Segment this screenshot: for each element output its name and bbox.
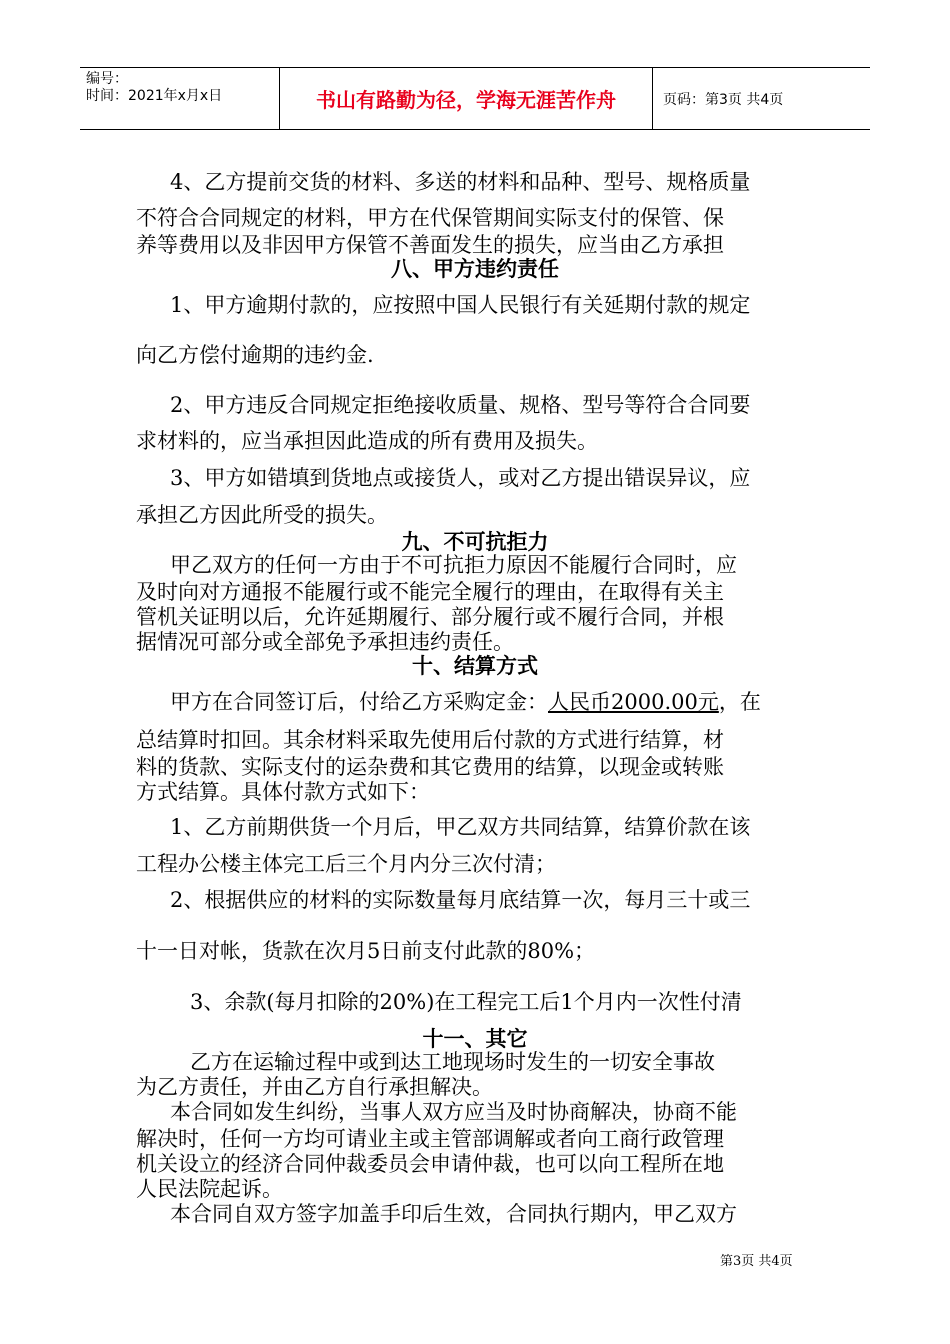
body-line: 方式结算。具体付款方式如下： — [136, 780, 430, 804]
body-line: 料的货款、实际支付的运杂费和其它费用的结算，以现金或转账 — [136, 755, 724, 779]
body-line: 总结算时扣回。其余材料采取先使用后付款的方式进行结算，材 — [136, 728, 724, 752]
deposit-text: 甲方在合同签订后，付给乙方采购定金： — [170, 690, 548, 714]
time-label: 时间：2021年x月x日 — [86, 88, 223, 104]
body-line: 2、甲方违反合同规定拒绝接收质量、规格、型号等符合合同要 — [170, 393, 751, 417]
header-meta — [80, 68, 280, 129]
deposit-amount: 人民币2000.00元 — [548, 690, 719, 714]
body-line: 1、甲方逾期付款的，应按照中国人民银行有关延期付款的规定 — [170, 293, 751, 317]
body-line: 解决时，任何一方均可请业主或主管部调解或者向工商行政管理 — [136, 1127, 724, 1151]
header-page-label: 页码：第3页 共4页 — [663, 91, 784, 108]
deposit-tail: ，在 — [718, 690, 761, 714]
body-line: 1、乙方前期供货一个月后，甲乙双方共同结算，结算价款在该 — [170, 815, 751, 839]
body-line: 本合同如发生纠纷，当事人双方应当及时协商解决，协商不能 — [170, 1100, 737, 1124]
body-line: 管机关证明以后，允许延期履行、部分履行或不履行合同，并根 — [136, 605, 724, 629]
section-heading: 十、结算方式 — [412, 654, 538, 678]
body-line: 十一日对帐，货款在次月5日前支付此款的80%； — [136, 939, 596, 963]
body-line: 2、根据供应的材料的实际数量每月底结算一次，每月三十或三 — [170, 888, 751, 912]
body-line: 机关设立的经济合同仲裁委员会申请仲裁，也可以向工程所在地 — [136, 1152, 724, 1176]
section-heading: 十一、其它 — [422, 1027, 528, 1051]
body-line — [170, 690, 761, 714]
body-line: 工程办公楼主体完工后三个月内分三次付清； — [136, 852, 556, 876]
body-line: 承担乙方因此所受的损失。 — [136, 503, 388, 527]
body-line: 据情况可部分或全部免予承担违约责任。 — [136, 630, 514, 654]
body-line: 人民法院起诉。 — [136, 1177, 283, 1201]
page-footer: 第3页 共4页 — [720, 1254, 793, 1269]
body-line: 3、甲方如错填到货地点或接货人，或对乙方提出错误异议，应 — [170, 466, 751, 490]
body-line: 向乙方偿付逾期的违约金. — [136, 343, 374, 367]
body-line: 3、余款(每月扣除的20%)在工程完工后1个月内一次性付清 — [190, 990, 742, 1014]
body-line: 甲乙双方的任何一方由于不可抗拒力原因不能履行合同时，应 — [170, 553, 737, 577]
section-heading: 八、甲方违约责任 — [391, 257, 559, 281]
body-line: 乙方在运输过程中或到达工地现场时发生的一切安全事故 — [190, 1050, 715, 1074]
body-line: 本合同自双方签字加盖手印后生效，合同执行期内，甲乙双方 — [170, 1202, 737, 1226]
body-line: 求材料的，应当承担因此造成的所有费用及损失。 — [136, 429, 598, 453]
section-heading: 九、不可抗拒力 — [401, 530, 549, 554]
body-line: 4、乙方提前交货的材料、多送的材料和品种、型号、规格质量 — [170, 170, 751, 194]
body-line: 及时向对方通报不能履行或不能完全履行的理由，在取得有关主 — [136, 580, 724, 604]
body-line: 不符合合同规定的材料，甲方在代保管期间实际支付的保管、保 — [136, 206, 724, 230]
header-motto: 书山有路勤为径，学海无涯苦作舟 — [280, 68, 653, 129]
body-line: 为乙方责任，并由乙方自行承担解决。 — [136, 1075, 493, 1099]
body-line: 养等费用以及非因甲方保管不善面发生的损失，应当由乙方承担 — [136, 233, 724, 257]
number-label: 编号： — [86, 71, 128, 87]
page-header — [80, 67, 870, 130]
